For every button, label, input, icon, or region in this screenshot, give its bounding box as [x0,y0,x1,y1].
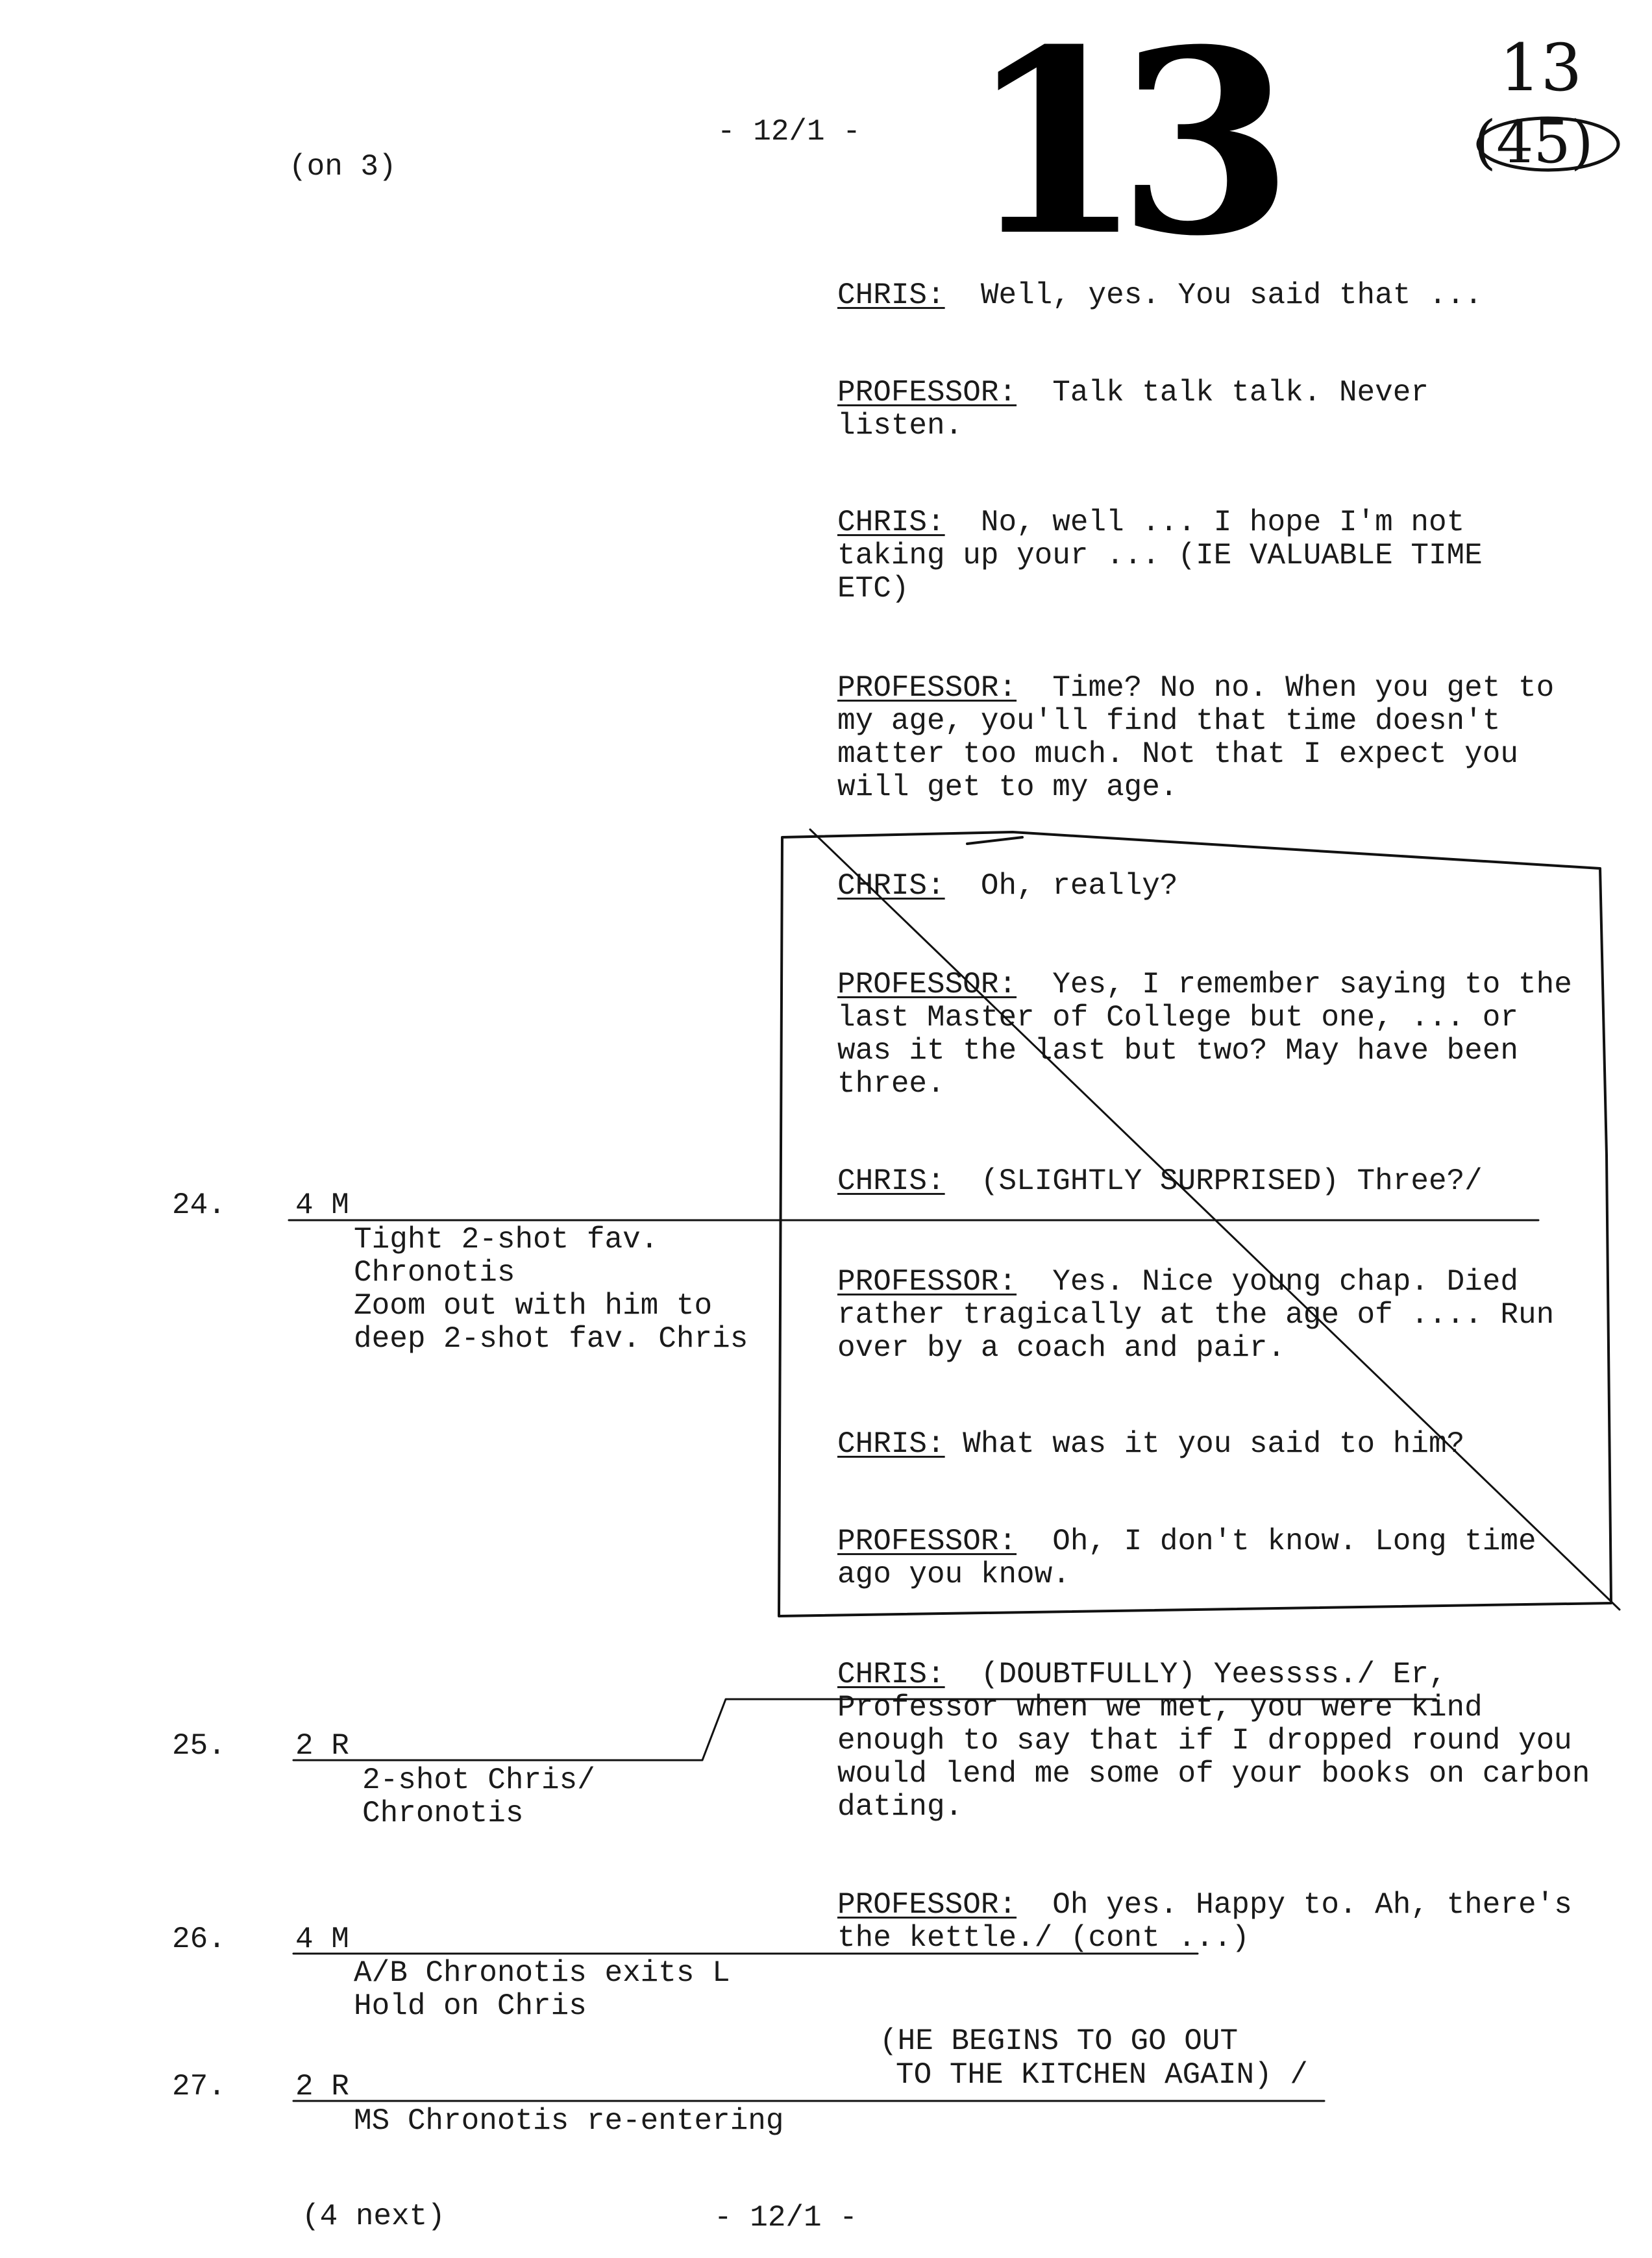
speaker-name: PROFESSOR: [837,1265,1017,1299]
dialogue-text: Oh, really? [980,869,1178,903]
shot-number: 26. [172,1922,226,1956]
stage-direction-line1: (HE BEGINS TO GO OUT [880,2024,1239,2058]
dialogue-text: (DOUBTFULLY) Yeessss./ Er, Professor when we met, you were kind enough to say that if I dropped round you would lend me some of your books on carbon dating. [837,1658,1590,1824]
speaker-name: PROFESSOR: [837,671,1017,705]
shot-camera: 4 M [295,1188,349,1222]
speaker-name: CHRIS: [837,1658,945,1691]
shot-description: MS Chronotis re-entering [354,2104,784,2138]
dialogue-text: Time? No no. When you get to my age, you'll find that time doesn't matter too much. Not that I expect you will get to my age. [837,671,1555,804]
dialogue-text: Yes, I remember saying to the last Master of College but one, ... or was it the last but two? May have been three. [837,968,1572,1101]
shot-camera: 2 R [295,1729,349,1763]
speaker-name: PROFESSOR: [837,1525,1017,1558]
shot-number: 27. [172,2070,226,2104]
dialogue-text: No, well ... I hope I'm not taking up your ... (IE VALUABLE TIME ETC) [837,506,1483,606]
speaker-name: PROFESSOR: [837,968,1017,1001]
shot-description: A/B Chronotis exits L Hold on Chris [354,1956,730,2023]
shot-description: 2-shot Chris/ Chronotis [362,1763,595,1830]
continuation-note-top: (on 3) [289,150,397,184]
cue-line-shot-25 [293,1699,1436,1760]
speaker-name: CHRIS: [837,1427,945,1461]
shot-description: Tight 2-shot fav. Chronotis Zoom out with him to deep 2-shot fav. Chris [354,1223,748,1356]
speaker-name: CHRIS: [837,506,945,539]
speaker-name: CHRIS: [837,869,945,903]
page-number-bottom: - 12/1 - [714,2201,857,2235]
dialogue-text: (SLIGHTLY SURPRISED) Three?/ [980,1164,1483,1198]
page-number-top: - 12/1 - [717,115,861,149]
shot-number: 25. [172,1729,226,1763]
handwritten-circle [1478,118,1618,170]
shot-number: 24. [172,1188,226,1222]
dialogue-text: Oh yes. Happy to. Ah, there's the kettle./ (cont ...) [837,1888,1572,1955]
dialogue-text: Yes. Nice young chap. Died rather tragically at the age of .... Run over by a coach and pair. [837,1265,1555,1365]
speaker-name: PROFESSOR: [837,1888,1017,1922]
dialogue-text: What was it you said to him? [963,1427,1465,1461]
handwritten-circled-number: (45) [1473,108,1594,177]
handwritten-page-number: 13 [1499,30,1583,106]
dialogue-text: Talk talk talk. Never listen. [837,376,1429,443]
shot-camera: 2 R [295,2070,349,2104]
speaker-name: CHRIS: [837,1164,945,1198]
stamped-scene-number: 13 [967,0,1268,291]
shot-camera: 4 M [295,1922,349,1956]
stage-direction-line2: TO THE KITCHEN AGAIN) / [896,2058,1308,2092]
speaker-name: PROFESSOR: [837,376,1017,410]
box-scribble [967,837,1022,844]
deletion-box [779,832,1611,1616]
continuation-note-bottom: (4 next) [302,2200,445,2233]
dialogue-text: Oh, I don't know. Long time ago you know. [837,1525,1536,1591]
dialogue-text: Well, yes. You said that ... [980,278,1483,312]
speaker-name: CHRIS: [837,278,945,312]
